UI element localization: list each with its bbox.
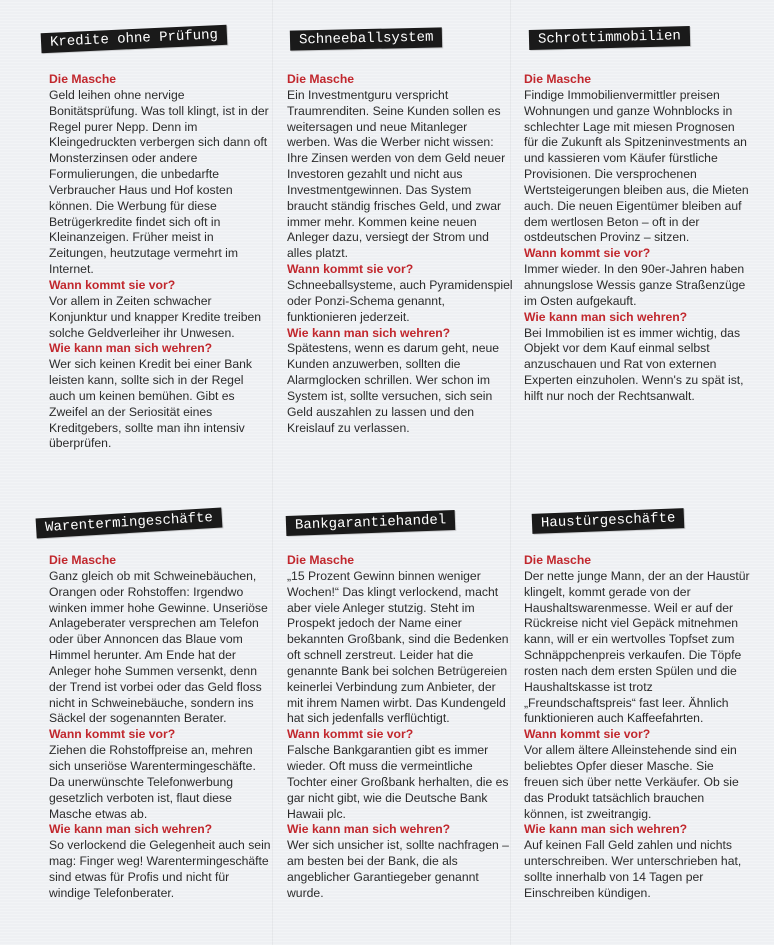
article-haustuer	[524, 553, 750, 902]
article-title-haustuer: Haustürgeschäfte	[532, 508, 685, 534]
text-wehren: Wer sich unsicher ist, sollte nachfragen – am besten bei der Bank, die als angeblicher Garantiegeber genannt wurde.	[287, 838, 509, 900]
article-title-waren: Warentermingeschäfte	[36, 508, 223, 539]
text-wehren: So verlockend die Gelegenheit auch sein mag: Finger weg! Warentermingeschäfte sind etwas für Profis und nicht für windige Telefonberater.	[49, 838, 271, 900]
article-title-schneeball: Schneeballsystem	[290, 27, 443, 50]
article-waren	[49, 553, 271, 902]
heading-wann: Wann kommt sie vor?	[524, 246, 651, 261]
text-masche: Ganz gleich ob mit Schweinebäuchen, Orangen oder Rohstoffen: Irgendwo winken immer hohe Gewinne. Unseriöse Anlageberater versprechen am Telefon oder über Annoncen das Blaue vom Himmel herunter. Am Ende hat der Anleger hohe Summen versenkt, denn der Trend ist vorbei oder das Geld floss nicht in Schweinebäuche, sondern ins Säckel der sogenannten Berater.	[49, 568, 268, 726]
article-schrott	[524, 72, 750, 405]
text-masche: „15 Prozent Gewinn binnen weniger Wochen!“ Das klingt verlockend, macht aber viele Anleger stutzig. Steht im Prospekt jedoch der Name einer bekannten Großbank, sind die Bedenken oft schnell zerstreut. Leider hat die genannte Bank bei solchen Betrügereien keinerlei Verbindung zum Anbieter, der mit ihrem Namen wirbt. Das Kundengeld hat sich jedenfalls verflüchtigt.	[287, 568, 509, 726]
article-title-schrott: Schrottimmobilien	[529, 26, 690, 50]
heading-wann: Wann kommt sie vor?	[287, 727, 414, 742]
text-wehren: Bei Immobilien ist es immer wichtig, das Objekt vor dem Kauf einmal selbst anzuschauen und Rat von externen Experten einzuholen. Wenn's zu spät ist, hilft nur noch der Rechtsanwalt.	[524, 325, 744, 403]
heading-wann: Wann kommt sie vor?	[524, 727, 651, 742]
heading-wann: Wann kommt sie vor?	[49, 727, 176, 742]
heading-wann: Wann kommt sie vor?	[49, 277, 176, 292]
heading-wehren: Wie kann man sich wehren?	[49, 822, 213, 837]
text-wann: Ziehen die Rohstoffpreise an, mehren sich unseriöse Warentermingeschäfte. Da unerwünschte Telefonwerbung gesetzlich verboten ist, flaut diese Masche etwas ab.	[49, 743, 256, 821]
article-title-bankgarantie: Bankgarantiehandel	[286, 510, 456, 536]
text-wann: Vor allem ältere Alleinstehende sind ein beliebtes Opfer dieser Masche. Sie freuen sich über nette Verkäufer. Ob sie das Produkt tatsächlich brauchen können, ist zweitrangig.	[524, 743, 739, 821]
text-wann: Schneeballsysteme, auch Pyramidenspiel oder Ponzi-Schema genannt, funktionieren jederzeit.	[287, 277, 513, 324]
heading-wann: Wann kommt sie vor?	[287, 262, 414, 277]
heading-masche: Die Masche	[287, 553, 355, 567]
heading-masche: Die Masche	[287, 72, 355, 86]
article-kredite	[49, 72, 271, 452]
text-masche: Geld leihen ohne nervige Bonitätsprüfung. Was toll klingt, ist in der Regel purer Nepp. Denn im Kleingedruckten verbergen sich dann oft Monsterzinsen oder andere Formulierungen, die unbedarfte Verbraucher Haus und Hof kosten können. Die Werbung für diese Betrügerkredite findet sich oft in Kleinanzeigen. Früher meist in Zeitungen, heutzutage vermehrt im Internet.	[49, 87, 269, 277]
text-wehren: Auf keinen Fall Geld zahlen und nichts unterschreiben. Wer unterschrieben hat, sollte innerhalb von 14 Tagen per Einschreiben kündigen.	[524, 838, 742, 900]
article-bankgarantie	[287, 553, 513, 902]
heading-wehren: Wie kann man sich wehren?	[49, 341, 213, 356]
text-masche: Der nette junge Mann, der an der Haustür klingelt, kommt gerade von der Haushaltswarenmesse. Weil er auf der Rückreise nicht viel Gepäck mitnehmen kann, will er ein wertvolles Topfset zum Schnäppchenpreis verkaufen. Die Töpfe rosten nach dem ersten Spülen und die Haushaltskasse ist trotz „Freundschaftspreis“ fast leer. Ähnlich funktionieren auch Kaffeefahrten.	[524, 568, 750, 726]
heading-wehren: Wie kann man sich wehren?	[287, 822, 451, 837]
heading-masche: Die Masche	[524, 72, 592, 86]
heading-masche: Die Masche	[524, 553, 592, 567]
text-wann: Immer wieder. In den 90er-Jahren haben ahnungslose Wessis ganze Straßenzüge im Osten aufgekauft.	[524, 262, 746, 308]
text-masche: Findige Immobilienvermittler preisen Wohnungen und ganze Wohnblocks in schlechter Lage mit miesen Prognosen für die Zukunft als Spitzeninvestments an und kassieren vom Käufer fürstliche Provisionen. Die versprochenen Wertsteigerungen bleiben aus, die Mieten auch. Die neuen Eigentümer bleiben auf dem wertlosen Beton – oft in der ostdeutschen Provinz – sitzen.	[524, 87, 749, 245]
text-wehren: Wer sich keinen Kredit bei einer Bank leisten kann, sollte sich in der Regel auch um keinen bemühen. Gibt es Zweifel an der Seriosität eines Kreditgebers, sollte man ihn intensiv überprüfen.	[49, 357, 253, 451]
article-schneeball	[287, 72, 513, 436]
article-title-kredite: Kredite ohne Prüfung	[41, 25, 228, 53]
heading-masche: Die Masche	[49, 553, 117, 567]
heading-wehren: Wie kann man sich wehren?	[287, 325, 451, 340]
text-masche: Ein Investmentguru verspricht Traumrenditen. Seine Kunden sollen es weitersagen und neue Mitanleger werben. Was die Werber nicht wissen: Ihre Zinsen werden von dem Geld neuer Investoren gezahlt und nicht aus Investmentgewinnen. Das System braucht ständig frisches Geld, und zwar immer mehr. Kommen keine neuen Anleger dazu, versiegt der Strom und alles platzt.	[287, 87, 506, 261]
heading-wehren: Wie kann man sich wehren?	[524, 822, 688, 837]
heading-masche: Die Masche	[49, 72, 117, 86]
text-wann: Falsche Bankgarantien gibt es immer wieder. Oft muss die vermeintliche Tochter einer Großbank herhalten, die es gar nicht gibt, wie die Deutsche Bank Hawaii plc.	[287, 743, 509, 821]
heading-wehren: Wie kann man sich wehren?	[524, 309, 688, 324]
text-wann: Vor allem in Zeiten schwacher Konjunktur und knapper Kredite treiben solche Geldverleiher ihr Unwesen.	[49, 293, 262, 340]
text-wehren: Spätestens, wenn es darum geht, neue Kunden anzuwerben, sollten die Alarmglocken schrillen. Wer schon im System ist, sollte versuchen, sich sein Geld auszahlen zu lassen und den Kreislauf zu verlassen.	[287, 341, 500, 435]
